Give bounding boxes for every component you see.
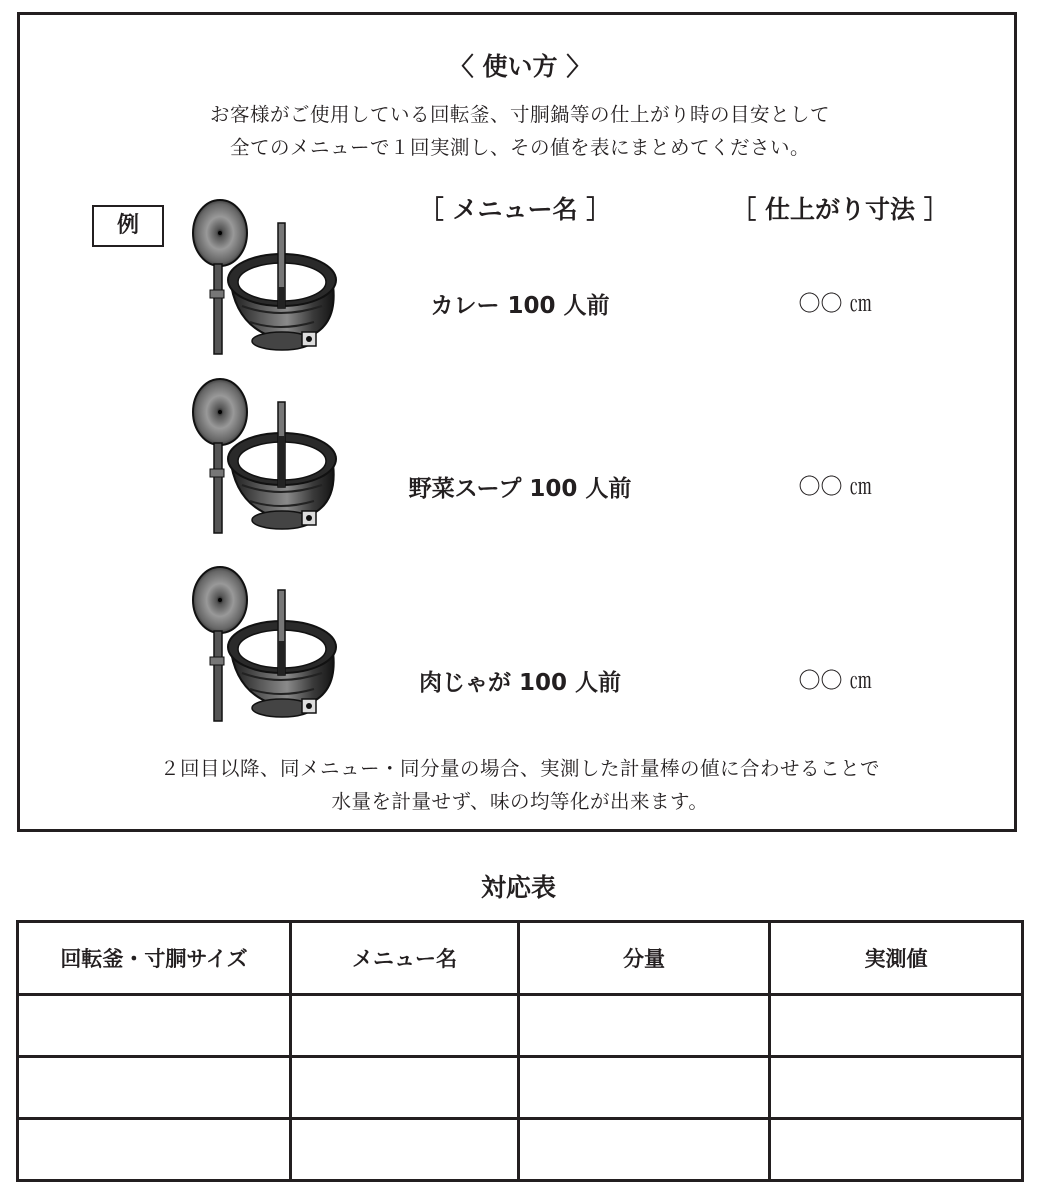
closing-line-1: ２回目以降、同メニュー・同分量の場合、実測した計量棒の値に合わせることで [159, 757, 880, 780]
column-header-kettle-size: 回転釜・寸胴サイズ [18, 922, 291, 995]
intro-line-1: お客様がご使用している回転釜、寸胴鍋等の仕上がり時の目安として [209, 103, 830, 126]
column-header-quantity: 分量 [519, 922, 770, 995]
table-cell[interactable] [519, 1057, 770, 1119]
example-menu-name: 野菜スープ 100 人前 [408, 476, 632, 502]
example-badge: 例 [92, 205, 164, 247]
table-cell[interactable] [770, 1057, 1023, 1119]
correspondence-table [16, 920, 1024, 1182]
table-cell[interactable] [770, 995, 1023, 1057]
table-cell[interactable] [291, 995, 519, 1057]
table-cell[interactable] [519, 1119, 770, 1181]
measuring-stick-icon [278, 223, 285, 308]
column-header-menu-name: メニュー名 [291, 922, 519, 995]
table-row [18, 995, 1023, 1057]
rotary-kettle-illustration [190, 377, 350, 557]
table-cell[interactable] [18, 1119, 291, 1181]
table-cell[interactable] [291, 1057, 519, 1119]
table-cell[interactable] [770, 1119, 1023, 1181]
example-finish-value: 〇〇 ㎝ [798, 475, 872, 500]
table-header-row [18, 922, 1023, 995]
table-cell[interactable] [18, 995, 291, 1057]
correspondence-table-title: 対応表 [480, 873, 556, 902]
intro-line-2: 全てのメニューで１回実測し、その値を表にまとめてください。 [229, 136, 810, 159]
rotary-kettle-illustration [190, 565, 350, 745]
table-cell[interactable] [291, 1119, 519, 1181]
table-row [18, 1119, 1023, 1181]
table-cell[interactable] [18, 1057, 291, 1119]
measuring-stick-icon [278, 402, 285, 487]
rotary-kettle-illustration [190, 198, 350, 378]
menu-name-header: ［ メニュー名 ］ [418, 195, 612, 224]
table-row [18, 1057, 1023, 1119]
column-header-measured-value: 実測値 [770, 922, 1023, 995]
usage-title: 〈 使い方 〉 [448, 52, 592, 81]
closing-line-2: 水量を計量せず、味の均等化が出来ます。 [331, 790, 709, 813]
example-menu-name: カレー 100 人前 [430, 293, 610, 319]
finish-size-header: ［ 仕上がり寸法 ］ [731, 195, 949, 224]
table-cell[interactable] [519, 995, 770, 1057]
usage-instructions-box [17, 12, 1017, 832]
measuring-stick-icon [278, 590, 285, 675]
example-menu-name: 肉じゃが 100 人前 [418, 670, 622, 696]
example-finish-value: 〇〇 ㎝ [798, 292, 872, 317]
example-finish-value: 〇〇 ㎝ [798, 669, 872, 694]
